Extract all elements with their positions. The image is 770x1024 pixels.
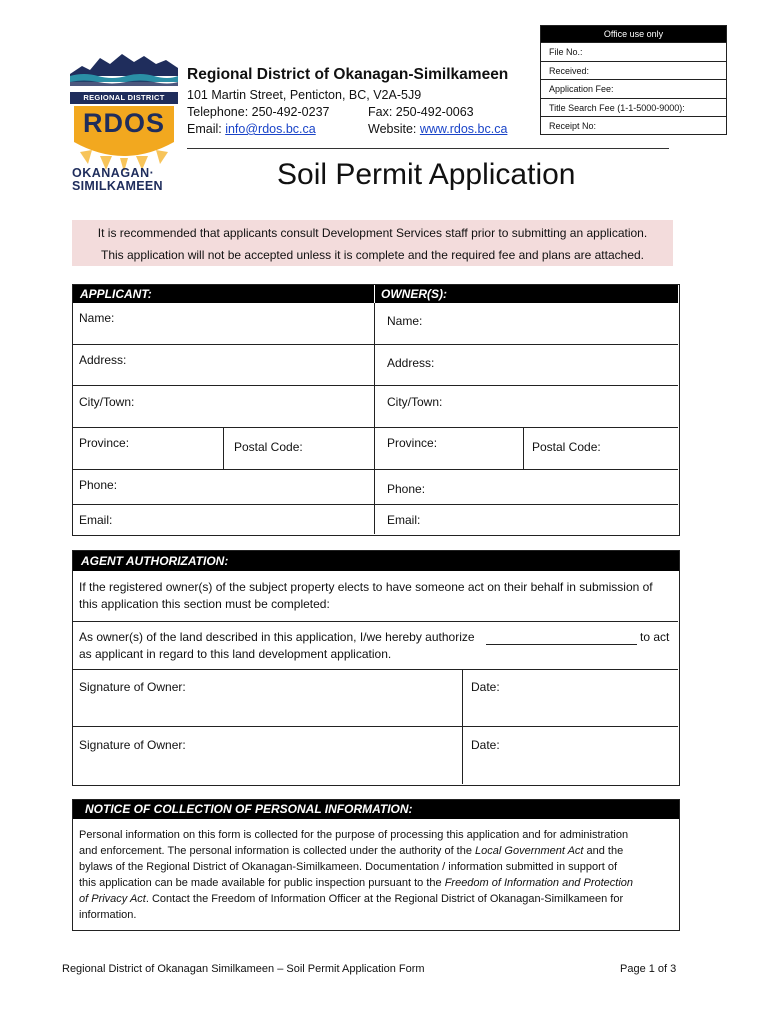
- org-fax: Fax: 250-492-0063: [368, 105, 474, 119]
- org-name: Regional District of Okanagan-Similkameen: [187, 66, 509, 83]
- office-received[interactable]: Received:: [541, 61, 726, 80]
- applicant-phone-field[interactable]: [73, 469, 374, 504]
- office-use-heading: Office use only: [541, 26, 726, 42]
- org-website-row: [368, 122, 507, 136]
- agent-intro: [79, 579, 653, 613]
- date-2-field[interactable]: [463, 726, 678, 784]
- notice-line1: It is recommended that applicants consult Development Services staff prior to submitting an application.: [97, 226, 648, 240]
- privacy-line2-a: and enforcement. The personal information is collected under the authority of the: [79, 845, 476, 857]
- owner-province-label: Province:: [387, 436, 438, 450]
- privacy-line4-a: this application can be made available for public inspection pursuant to the: [79, 877, 445, 889]
- office-file-no[interactable]: File No.:: [541, 42, 726, 61]
- email-label: Email:: [187, 122, 226, 136]
- rdos-logo: [70, 52, 178, 192]
- owner-city-label: City/Town:: [387, 395, 443, 409]
- agent-auth-line2: as applicant in regard to this land development application.: [79, 647, 392, 661]
- applicant-postal-field[interactable]: [223, 427, 374, 469]
- owner-province-field[interactable]: [375, 427, 523, 469]
- applicant-email-label: Email:: [79, 513, 113, 527]
- privacy-line2: [79, 843, 633, 859]
- agent-name-blank[interactable]: [486, 644, 637, 645]
- org-address: 101 Martin Street, Penticton, BC, V2A-5J9: [187, 88, 422, 102]
- owner-heading: OWNER(S):: [374, 285, 678, 303]
- header-divider: [187, 148, 669, 149]
- date2-label: Date:: [471, 738, 500, 752]
- email-link[interactable]: info@rdos.bc.ca: [225, 122, 316, 136]
- sig2-label: Signature of Owner:: [79, 738, 186, 752]
- recommendation-notice: [72, 220, 673, 266]
- org-email-row: [187, 122, 316, 136]
- owner-signature-1-field[interactable]: [73, 669, 462, 726]
- privacy-line5-b: . Contact the Freedom of Information Officer at the Regional District of Okanagan-Similkameen for: [145, 893, 624, 905]
- logo-acronym: RDOS: [82, 108, 165, 138]
- office-application-fee[interactable]: Application Fee:: [541, 79, 726, 98]
- privacy-line1: Personal information on this form is collected for the purpose of processing this application and for administration: [79, 829, 629, 841]
- privacy-line5: [79, 891, 633, 907]
- date1-label: Date:: [471, 680, 500, 694]
- applicant-phone-label: Phone:: [79, 478, 118, 492]
- owner-address-field[interactable]: [375, 344, 678, 385]
- agent-divider-1: [73, 621, 678, 622]
- owner-postal-label: Postal Code:: [532, 440, 601, 454]
- page-title: Soil Permit Application: [277, 158, 576, 191]
- applicant-province-label: Province:: [79, 436, 130, 450]
- owner-postal-field[interactable]: [523, 427, 678, 469]
- privacy-line4: [79, 875, 633, 891]
- owner-phone-label: Phone:: [387, 482, 426, 496]
- org-contact: [187, 88, 527, 148]
- owner-name-label: Name:: [387, 314, 423, 328]
- privacy-line6: information.: [79, 909, 137, 921]
- owner-name-field[interactable]: [375, 303, 678, 344]
- privacy-line3: bylaws of the Regional District of Okanagan-Similkameen. Documentation / information submitted in support of: [79, 861, 618, 873]
- agent-intro-line1: If the registered owner(s) of the subject property elects to have someone act on their behalf in submission of: [79, 580, 653, 594]
- applicant-city-label: City/Town:: [79, 395, 135, 409]
- owner-address-label: Address:: [387, 356, 435, 370]
- applicant-heading: APPLICANT:: [73, 285, 374, 303]
- owner-city-field[interactable]: [375, 385, 678, 427]
- privacy-body: [79, 827, 633, 923]
- footer-page-number: Page 1 of 3: [620, 963, 677, 975]
- date-1-field[interactable]: [463, 669, 678, 726]
- agent-auth-to-act: to act: [640, 630, 670, 644]
- website-link[interactable]: www.rdos.bc.ca: [419, 122, 508, 136]
- privacy-notice-section: [72, 799, 680, 931]
- agent-auth-line1: As owner(s) of the land described in this application, I/we hereby authorize: [79, 630, 475, 644]
- org-telephone: Telephone: 250-492-0237: [187, 105, 330, 119]
- applicant-address-label: Address:: [79, 353, 127, 367]
- applicant-address-field[interactable]: [73, 344, 374, 385]
- applicant-postal-label: Postal Code:: [234, 440, 303, 454]
- office-use-box: [540, 25, 727, 135]
- website-label: Website:: [368, 122, 420, 136]
- applicant-name-label: Name:: [79, 311, 115, 325]
- foi-act-part2: of Privacy Act: [79, 893, 146, 905]
- agent-authorization-section: [72, 550, 680, 786]
- applicant-province-field[interactable]: [73, 427, 223, 469]
- owner-phone-field[interactable]: [375, 469, 678, 504]
- local-government-act: Local Government Act: [475, 845, 584, 857]
- applicant-email-field[interactable]: [73, 504, 374, 534]
- sig1-label: Signature of Owner:: [79, 680, 186, 694]
- owner-signature-2-field[interactable]: [73, 726, 462, 784]
- logo-name-line2: SIMILKAMEEN: [72, 179, 163, 193]
- owner-email-label: Email:: [387, 513, 421, 527]
- applicant-name-field[interactable]: [73, 303, 374, 344]
- footer-form-name: Regional District of Okanagan Similkameen – Soil Permit Application Form: [62, 963, 425, 975]
- office-receipt-no[interactable]: Receipt No:: [541, 116, 726, 135]
- privacy-heading: NOTICE OF COLLECTION OF PERSONAL INFORMATION:: [73, 800, 679, 819]
- foi-act-part1: Freedom of Information and Protection: [444, 877, 634, 889]
- office-title-search-fee[interactable]: Title Search Fee (1-1-5000-9000):: [541, 98, 726, 117]
- agent-intro-line2: this application this section must be completed:: [79, 597, 330, 611]
- logo-band-text: REGIONAL DISTRICT: [83, 93, 165, 102]
- owner-email-field[interactable]: [375, 504, 678, 534]
- notice-line2: This application will not be accepted unless it is complete and the required fee and plans are attached.: [101, 248, 644, 262]
- privacy-line2-c: and the: [583, 845, 624, 857]
- agent-heading: AGENT AUTHORIZATION:: [73, 551, 679, 571]
- applicant-owner-table: [72, 284, 680, 536]
- applicant-city-field[interactable]: [73, 385, 374, 427]
- logo-name-line1: OKANAGAN·: [72, 166, 155, 180]
